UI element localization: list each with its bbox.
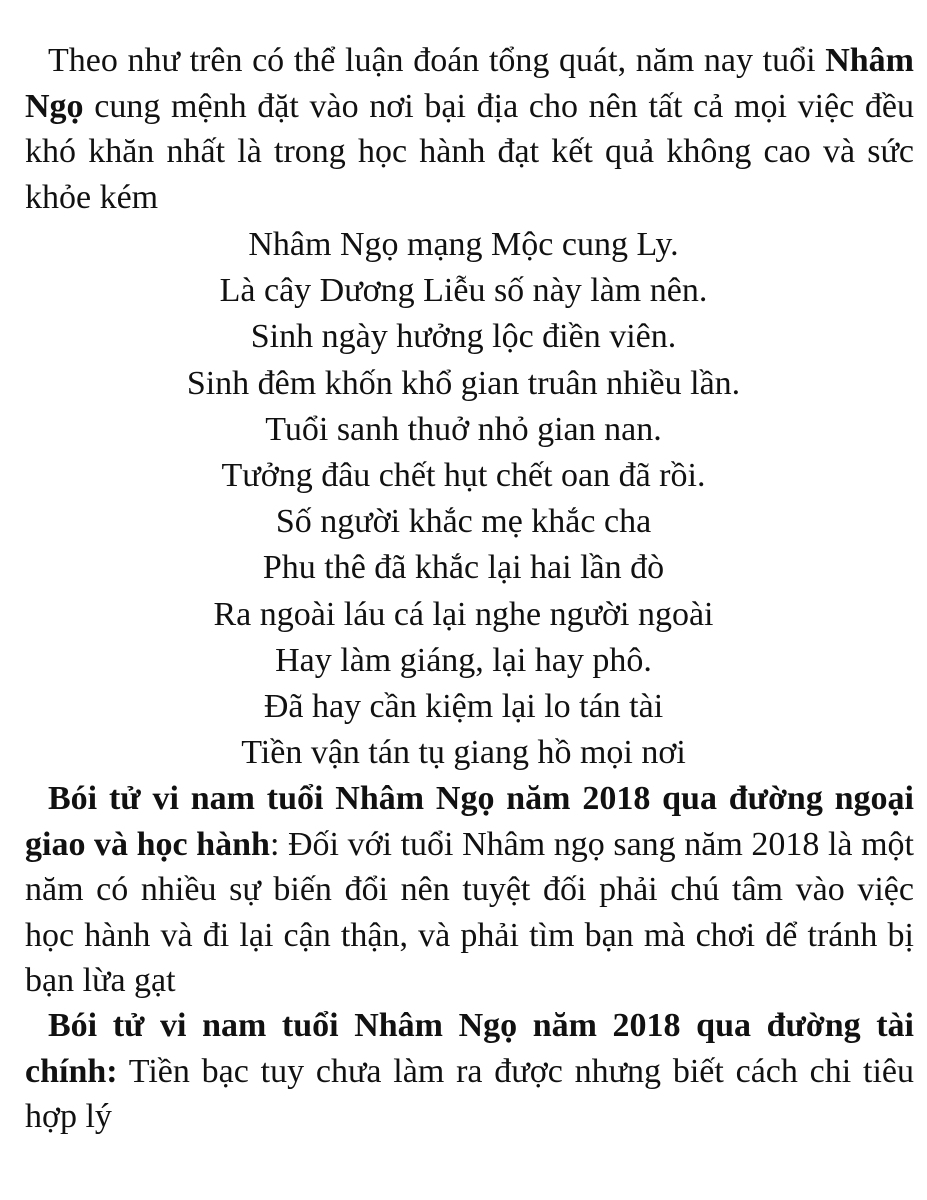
poem-line: Hay làm giáng, lại hay phô.: [275, 641, 652, 679]
intro-paragraph: [25, 38, 914, 220]
poem-line: Tuổi sanh thuở nhỏ gian nan.: [265, 410, 662, 448]
poem-line: Tưởng đâu chết hụt chết oan đã rồi.: [221, 456, 706, 494]
poem-line: Đã hay cần kiệm lại lo tán tài: [263, 687, 664, 725]
poem-line: Phu thê đã khắc lại hai lần đò: [262, 549, 665, 587]
study-paragraph: [25, 776, 914, 1004]
finance-heading: Bói tử vi nam tuổi Nhâm Ngọ năm 2018 qua đường tài chính:: [25, 1007, 914, 1090]
poem-line: Là cây Dương Liễu số này làm nên.: [219, 272, 708, 310]
poem-line: Sinh đêm khốn khổ gian truân nhiều lần.: [186, 364, 741, 402]
poem-line: Tiền vận tán tụ giang hồ mọi nơi: [241, 734, 686, 772]
poem-line: Ra ngoài láu cá lại nghe người ngoài: [213, 595, 714, 633]
study-body: : Đối với tuổi Nhâm ngọ sang năm 2018 là một năm có nhiều sự biến đổi nên tuyệt đối phải chú tâm vào việc học hành và đi lại cận thận, và phải tìm bạn mà chơi dể tránh bị bạn lừa gạt: [25, 825, 914, 999]
intro-lead: Theo như trên có thể luận đoán tổng quát, năm nay tuổi: [48, 42, 816, 79]
intro-rest: cung mệnh đặt vào nơi bại địa cho nên tất cả mọi việc đều khó khăn nhất là trong học hành đạt kết quả không cao và sức khỏe kém: [25, 87, 915, 216]
poem: [0, 222, 927, 776]
finance-paragraph: [25, 1003, 914, 1140]
finance-body: Tiền bạc tuy chưa làm ra được nhưng biết cách chi tiêu hợp lý: [25, 1052, 914, 1135]
poem-line: Số người khắc mẹ khắc cha: [275, 503, 652, 541]
poem-line: Sinh ngày hưởng lộc điền viên.: [250, 318, 677, 356]
study-heading: Bói tử vi nam tuổi Nhâm Ngọ năm 2018 qua đường ngoại giao và học hành: [25, 780, 914, 863]
poem-line: Nhâm Ngọ mạng Mộc cung Ly.: [248, 226, 679, 263]
intro-bold-name: Nhâm Ngọ: [25, 42, 915, 125]
